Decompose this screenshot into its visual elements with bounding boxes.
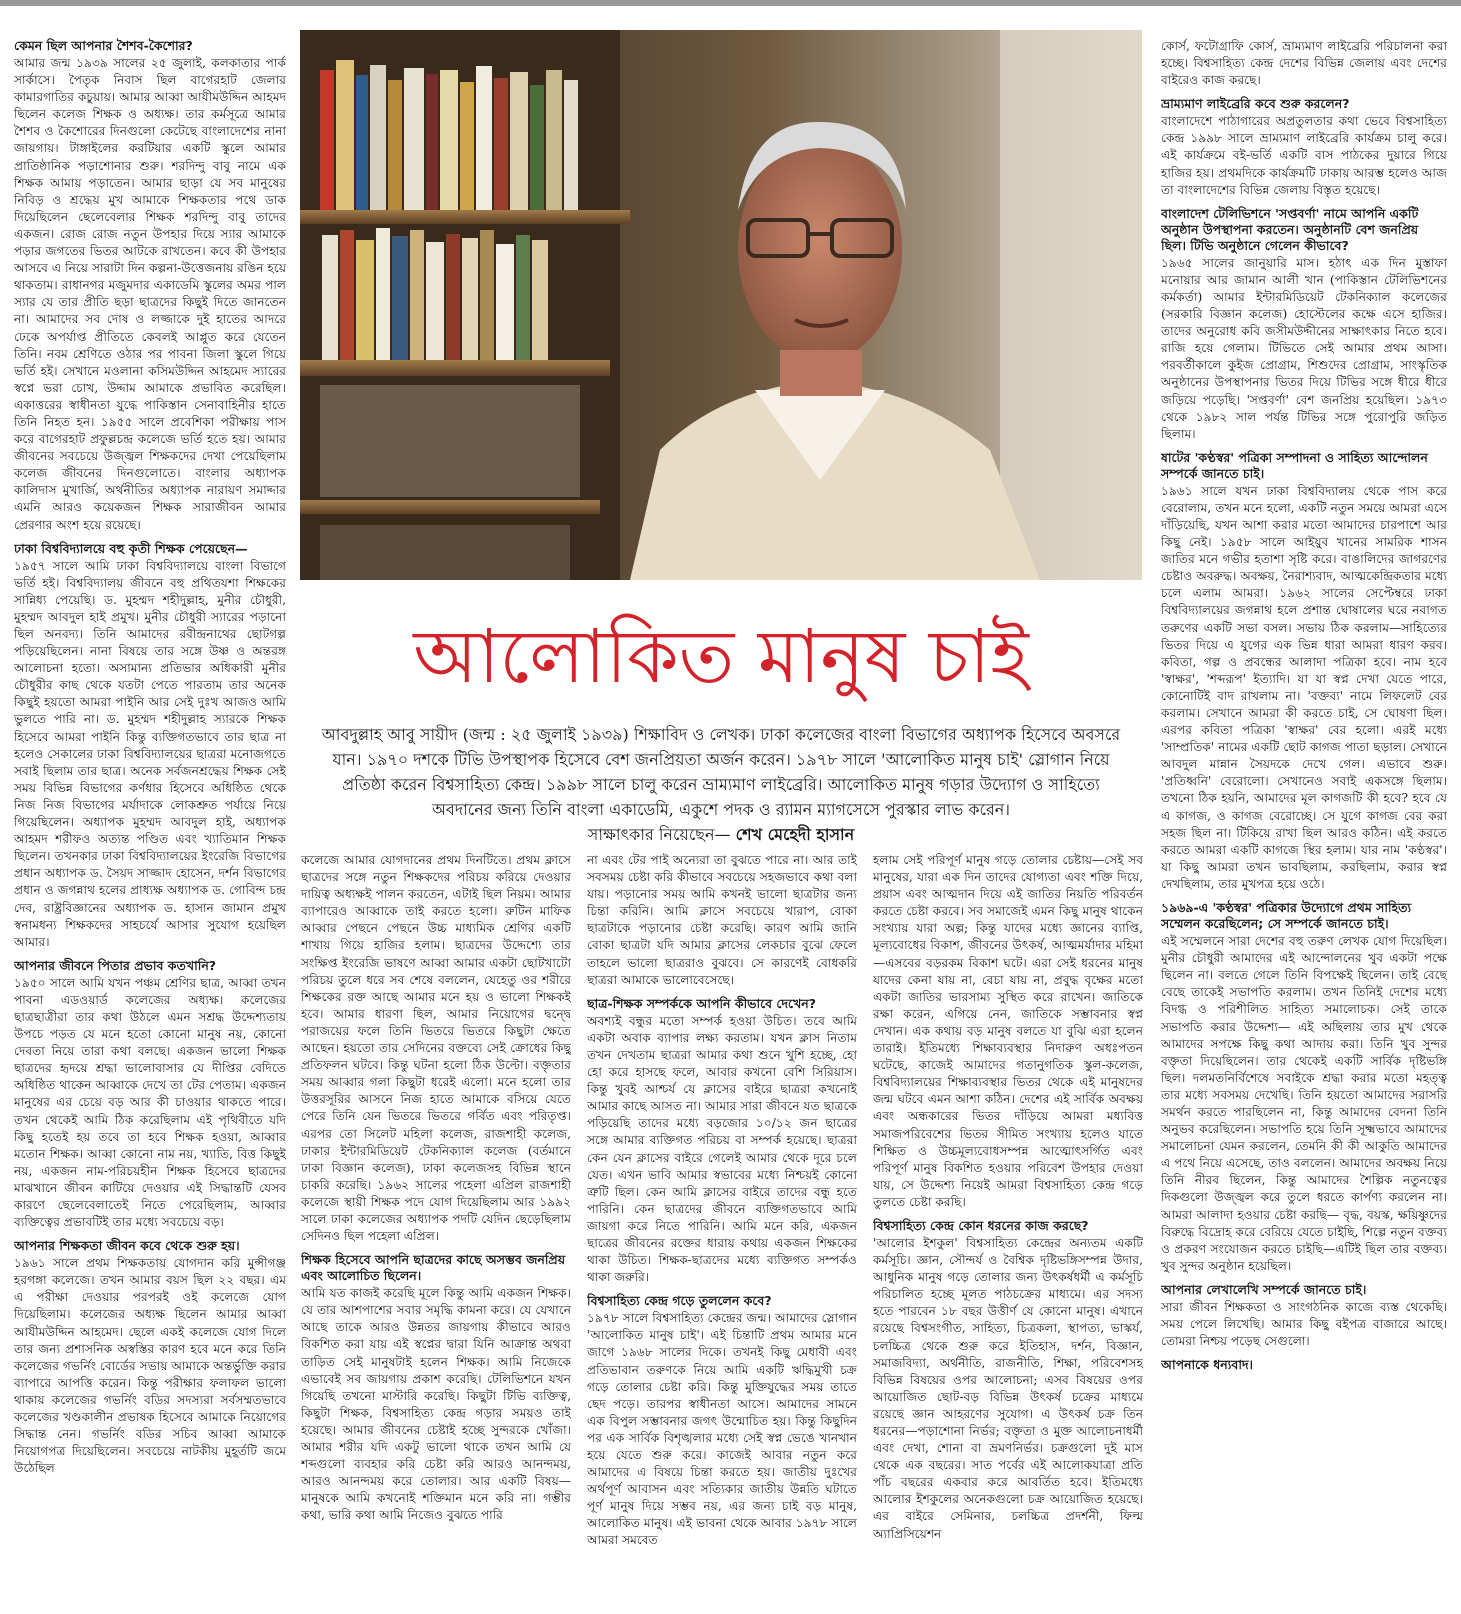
answer-paragraph: সারা জীবন শিক্ষকতা ও সাংগঠনিক কাজে ব্যস্ত থেকেছি। সময় পেলে লিখেছি। আমার কিছু বইপত্র বাজারে আছে। তোমরা নিশ্চয় পড়েছ সেগুলো।	[1161, 1299, 1447, 1349]
answer-paragraph: ১৯৬১ সালে যখন ঢাকা বিশ্ববিদ্যালয় থেকে পাস করে বেরোলাম, তখন মনে হলো, একটি নতুন সময়ে আমরা এসে দাঁড়িয়েছি, যখন আশা করার মতো আমাদের চারপাশে আর কিছু নেই। ১৯৫৮ সালে আইয়ুব খানের সামরিক শাসন জাতির মনে গভীর হতাশা সৃষ্টি করে। বাঙালিদের জাগরণের চেষ্টাও অবরুদ্ধ। অবক্ষয়, নৈরাশ্যবাদ, আত্মকেন্দ্রিকতার মধ্যে চলে এলাম আমরা। ১৯৬২ সালের সেপ্টেম্বরে ঢাকা বিশ্ববিদ্যালয়ের জগন্নাথ হলে প্রশান্ত ঘোষালের ঘরে নবাগত তরুণের একটি সভা বসল। সভায় ঠিক করলাম—সাহিত্যের ভিতর দিয়ে এ যুগের এক ভিন্ন ধারা আমরা ধারণ করব। কবিতা, গল্প ও প্রবন্ধের আলাদা পত্রিকা হবে। নাম হবে 'স্বাক্ষর', 'শব্দরূপ' ইত্যাদি। যা যা স্বপ্ন দেখা যেতে পারে, কোনোটিই বাদ রাখলাম না। 'বক্তব্য' নামে লিফলেট বের করলাম। সেখানে আমরা কী করতে চাই, সে ঘোষণা ছিল। এরপর কবিতা পত্রিকা 'স্বাক্ষর' বের হলো। এরই মধ্যে 'সাম্প্রতিক' নামের একটি ছোট কাগজ পাতা ছড়াল। সেখানে আবদুল মান্নান সৈয়দকে দেখে গেল। এভাবে শুরু। 'প্রতিধ্বনি' বেরোলো। সেখানেও সবাই একসঙ্গে ছিলাম। তখনো ঠিক হয়নি, আমাদের মূল কাগজটি কী হবে? হবে যে এ কাগজ, ও কাগজ বেরোচ্ছে। সে যুগে কাগজ বের করা সহজ ছিল না। টিকিয়ে রাখা ছিল আরও কঠিন। এই করতে করতে আমরা একটি কাগজে স্থির হলাম। যার নাম 'কণ্ঠস্বর'। যা কিছু আমরা তখন ভাবছিলাম, করছিলাম, করার স্বপ্ন দেখছিলাম, তার মুখপত্র হয়ে ওঠে।	[1161, 483, 1447, 891]
question-heading: আপনার লেখালেখি সম্পর্কে জানতে চাই।	[1161, 1281, 1367, 1297]
portrait-photo	[300, 30, 1142, 580]
text-column-5	[1161, 38, 1447, 1610]
text-column-1	[14, 38, 286, 1610]
text-column-3	[587, 852, 857, 1610]
text-column-4	[873, 852, 1143, 1610]
intro-text: আবদুল্লাহ আবু সায়ীদ (জন্ম : ২৫ জুলাই ১৯৩৯) শিক্ষাবিদ ও লেখক। ঢাকা কলেজের বাংলা বিভাগের অধ্যাপক হিসেবে অবসরে যান। ১৯৭০ দশকে টিভি উপস্থাপক হিসেবে বেশ জনপ্রিয়তা অর্জন করেন। ১৯৭৮ সালে 'আলোকিত মানুষ চাই' স্লোগান নিয়ে প্রতিষ্ঠা করেন বিশ্বসাহিত্য কেন্দ্র। ১৯৯৮ সালে চালু করেন ভ্রাম্যমাণ লাইব্রেরি। আলোকিত মানুষ গড়ার উদ্যোগ ও সাহিত্যে অবদানের জন্য তিনি বাংলা একাডেমি, একুশে পদক ও র‍্যামন ম্যাগসেসে পুরস্কার লাভ করেন।	[321, 725, 1121, 819]
question-heading: ঢাকা বিশ্ববিদ্যালয়ে বহু কৃতী শিক্ষক পেয়েছেন—	[14, 540, 248, 556]
question-heading: বিশ্বসাহিত্য কেন্দ্র কোন ধরনের কাজ করছে?	[873, 1217, 1089, 1233]
answer-paragraph: ১৯৭৮ সালে বিশ্বসাহিত্য কেন্দ্রের জন্ম। আমাদের স্লোগান 'আলোকিত মানুষ চাই'। এই চিন্তাটি প্রথম আমার মনে জাগে ১৯৬৮ সালের দিকে। তখনই কিছু মেধাবী এবং প্রতিভাবান তরুণকে নিয়ে আমি একটি ঋদ্ধিমুখী চক্র গড়ে তোলার চেষ্টা করি। কিন্তু মুক্তিযুদ্ধের সময় তাতে ছেদ পড়ে। তারপর স্বাধীনতা আসে। আমাদের সামনে এক বিপুল সম্ভাবনার জগৎ উন্মোচিত হয়। কিন্তু কিছুদিন পর এক সার্বিক বিশৃঙ্খলার মধ্যে সেই স্বপ্ন ভেঙে খানখান হয়ে যেতে শুরু করে। কাজেই আবার নতুন করে আমাদের এ বিষয়ে চিন্তা করতে হয়। জাতীয় দুঃখের অর্থপূর্ণ আবাসন এবং সত্যিকার জাতীয় উন্নতি ঘটাতে পূর্ণ মানুষ দিয়ে সম্ভব নয়, এর জন্য চাই বড় মানুষ, আলোকিত মানুষ। এই ভাবনা থেকে আবার ১৯৭৮ সালে আমরা সমবেত	[587, 1311, 857, 1548]
question-heading: ভ্রাম্যমাণ লাইব্রেরি কবে শুরু করলেন?	[1161, 96, 1350, 112]
headline: আলোকিত মানুষ চাই	[413, 614, 1029, 700]
answer-paragraph: হলাম সেই পরিপূর্ণ মানুষ গড়ে তোলার চেষ্টায়—সেই সব মানুষের, যারা এক দিন তাদের যোগ্যতা এবং শক্তি দিয়ে, প্রয়াস এবং আত্মদান দিয়ে এই জাতির নিয়তি পরিবর্তন করতে চেষ্টা করবে। সব সমাজেই এমন কিছু মানুষ থাকেন সংখ্যায় যারা অল্প; কিন্তু যাদের মধ্যে জ্ঞানের ব্যাপ্তি, মূল্যবোধের বিকাশ, জীবনের উৎকর্ষ, আত্মমর্যাদার মহিমা—এসবের বড়রকম বিকাশ ঘটে। এরা সেই ধরনের মানুষ যাদের কেনা যায় না, বেচা যায় না, প্রবুদ্ধ বৃক্ষের মতো একটা জাতির ভারসাম্য সুস্থিত করে রাখেন। জাতিকে রক্ষা করেন, এগিয়ে নেন, জাতিকে সম্ভাবনার স্বপ্ন দেখান। এক কথায় বড় মানুষ বলতে যা বুঝি এরা হলেন তারাই। ইতিমধ্যে শিক্ষাব্যবস্থার নিদারুণ অধঃপতন ঘটেছে, কাজেই আমাদের গতানুগতিক স্কুল-কলেজ, বিশ্ববিদ্যালয়ের শিক্ষাব্যবস্থার ভিতর থেকে এই মানুষদের জন্ম ঘটবে এমন আশা কঠিন। দেশের এই সার্বিক অবক্ষয় এবং অন্ধকারের ভিতর দাঁড়িয়ে আমরা মধ্যবিত্ত সমাজপরিবেশের ভিতর সীমিত সংখ্যায় হলেও যাতে শিক্ষিত ও উচ্চমূল্যবোধসম্পন্ন আত্মোৎসর্গিত এবং পরিপূর্ণ মানুষ বিকশিত হওয়ার পরিবেশ উপহার দেওয়া যায়, সে উদ্দেশ্য নিয়েই আমরা বিশ্বসাহিত্য কেন্দ্র গড়ে তুলতে চেষ্টা করছি।	[873, 853, 1143, 1209]
question-heading: বিশ্বসাহিত্য কেন্দ্র গড়ে তুললেন কবে?	[587, 1293, 772, 1309]
answer-paragraph: আমার জন্ম ১৯৩৯ সালের ২৫ জুলাই, কলকাতার পার্ক সার্কাসে। পৈতৃক নিবাস ছিল বাগেরহাট জেলার কামারগাতির কচুয়ায়। আমার আব্বা আযীমউদ্দিন আহমদ ছিলেন কলেজ শিক্ষক ও অধ্যক্ষ। তার কর্মসূত্রে আমার শৈশব ও কৈশোরের দিনগুলো কেটেছে বাংলাদেশের নানা জায়গায়। টাঙ্গাইলের করটিয়ার একটি স্কুলে আমার প্রাতিষ্ঠানিক পড়াশোনার শুরু। শরদিন্দু বাবু নামে এক শিক্ষক আমায় পড়াতেন। আমার ছাড়া যে সব মানুষের নিবিড় ও শ্রদ্ধেয় মুখ আমাকে শিক্ষকতার পথে ডাক দিয়েছিলেন ছেলেবেলার শিক্ষক শরদিন্দু বাবু তাদের একজন। রোজ রোজ নতুন উপহার দিয়ে স্যার আমাকে পড়ার জগতের ভিতর আটকে রাখতেন। কবে কী উপহার আসবে এ নিয়ে সারাটা দিন কল্পনা-উত্তেজনায় রঙিন হয়ে থাকতাম। রাধানগর মজুমদার একাডেমি স্কুলের অমর পাল স্যার যে তার প্রীতি ছড়া ছাত্রদের কিছুই দিতে জানতেন না। আমাদের সব দোষ ও লজ্জাকে দুই হাতের আদরে ঢেকে অপর্যাপ্ত প্রীতিতে কেবলই আপ্লুত করে যেতেন তিনি। নবম শ্রেণিতে ওঠার পর পাবনা জিলা স্কুলে গিয়ে ভর্তি হই। সেখানে মওলানা কসিমউদ্দিন আহমেদ স্যারের স্বপ্নে ভরা চোখ, উদ্দাম আমাকে প্রভাবিত করেছিল। একাত্তরের স্বাধীনতা যুদ্ধে পাকিস্তান সেনাবাহিনীর হাতে তিনি নিহত হন। ১৯৫৫ সালে প্রবেশিকা পরীক্ষায় পাস করে বাগেরহাট প্রফুল্লচন্দ্র কলেজে ভর্তি হতে হয়। আমার জীবনের সবচেয়ে উজ্জ্বল শিক্ষকদের দেখা পেয়েছিলাম কলেজ জীবনের দিনগুলোতে। বাংলার অধ্যাপক কালিদাস মুখার্জি, অর্থনীতির অধ্যাপক নারায়ণ সমাদ্দার এমনি আরও কয়েকজন শিক্ষক সারাজীবন আমার প্রেরণার অংশ হয়ে রয়েছে।	[14, 56, 286, 532]
byline-name: শেখ মেহেদী হাসান	[735, 825, 855, 844]
question-heading: আপনাকে ধন্যবাদ।	[1161, 1357, 1253, 1373]
answer-paragraph: ১৯৬১ সালে প্রথম শিক্ষকতায় যোগদান করি মুন্সীগঞ্জ হরগঙ্গা কলেজে। তখন আমার বয়স ছিল ২২ বছর। এম এ পরীক্ষা দেওয়ার পরপরই ওই কলেজে যোগ দিয়েছিলাম। কলেজের অধ্যক্ষ ছিলেন আমার আব্বা আযীমউদ্দিন আহমেদ। ছেলে একই কলেজে যোগ দিলে তার জন্য প্রশাসনিক অস্বস্তির কারণ হবে মনে করে তিনি কলেজের গভর্নিং বোর্ডের সভায় আমাকে অন্তর্ভুক্তি করার ব্যাপারে আপত্তি করেন। কিন্তু পরীক্ষার ফলাফল ভালো থাকায় কলেজের গভর্নিং বডির সদস্যরা সর্বসম্মতভাবে কলেজের খণ্ডকালীন প্রভাষক হিসেবে আমাকে নিয়োগের সিদ্ধান্ত নেন। গভর্নিং বডির সচিব আব্বা আমাকে নিয়োগপত্র দিয়েছিলেন। সবচেয়ে নাটকীয় মুহূর্তটি জমে উঠেছিল	[14, 1256, 286, 1476]
answer-paragraph: 'আলোর ইশকুল' বিশ্বসাহিত্য কেন্দ্রের অন্যতম একটি কর্মসূচি। জ্ঞান, সৌন্দর্য ও বৈশ্বিক দৃষ্টিভঙ্গিসম্পন্ন উদার, আধুনিক মানুষ গড়ে তোলার জন্য উৎকর্ষধর্মী এ কর্মসূচি পরিচালিত হচ্ছে মূলত পাঠচক্রের মাধ্যমে। এর সদস্য হতে পারবেন ১৮ বছর উত্তীর্ণ যে কোনো মানুষ। এখানে রয়েছে বিশ্বসংগীত, সাহিত্য, চিত্রকলা, স্থাপত্য, ভাস্কর্য, চলচ্চিত্র থেকে শুরু করে ইতিহাস, দর্শন, বিজ্ঞান, সমাজবিদ্যা, অর্থনীতি, রাজনীতি, শিক্ষা, পরিবেশসহ বিভিন্ন বিষয়ের ওপর আলোচনা; এসব বিষয়ের ওপর আয়োজিত ছোট-বড় বিভিন্ন উৎকর্ষ চক্রের মাধ্যমে রয়েছে জ্ঞান আহরণের সুযোগ। এ উৎকর্ষ চক্র তিন ধরনের—পড়াশোনা নির্ভর; বক্তৃতা ও মুক্ত আলোচনাধর্মী এবং দেখা, শোনা বা ভ্রমণনির্ভর। চক্রগুলো দুই মাস থেকে এক বছরের। সাত পর্বের এই আলোকযাত্রা প্রতি পাঁচ বছরের একবার করে আবর্তিত হবে। ইতিমধ্যে আলোর ইশকুলের অনেকগুলো চক্র আয়োজিত হয়েছে। এর বাইরে সেমিনার, চলচ্চিত্র প্রদর্শনী, ফিল্ম অ্যাপ্রিসিয়েশন	[873, 1235, 1143, 1541]
intro-block	[318, 722, 1124, 847]
answer-paragraph: কোর্স, ফটোগ্রাফি কোর্স, ভ্রাম্যমাণ লাইব্রেরি পরিচালনা করা হচ্ছে। বিশ্বসাহিত্য কেন্দ্র দেশের বিভিন্ন জেলায় এবং দেশের বাইরেও কাজ করছে।	[1161, 39, 1447, 88]
question-heading: আপনার শিক্ষকতা জীবন কবে থেকে শুরু হয়।	[14, 1238, 240, 1254]
question-heading: ছাত্র-শিক্ষক সম্পর্ককে আপনি কীভাবে দেখেন?	[587, 995, 817, 1011]
answer-paragraph: না এবং টের পাই অন্যেরা তা বুঝতে পারে না। আর তাই সবসময় চেষ্টা করি কীভাবে সবচেয়ে সহজভাবে কথা বলা যায়। পড়ানোর সময় আমি কখনই ভালো ছাত্রটার জন্য চিন্তা করিনি। আমি ক্লাসে সবচেয়ে খারাপ, বোকা ছাত্রটাকে পড়ানোর চেষ্টা করেছি। কারণ আমি জানি বোকা ছাত্রটা যদি আমার ক্লাসের লেকচার বুঝে ফেলে তাহলে ভালো ছাত্ররাও বুঝবে। সে কারণেই বোধকরি ছাত্ররা আমাকে ভালোবেসেছে।	[587, 853, 857, 987]
question-heading: কেমন ছিল আপনার শৈশব-কৈশোর?	[14, 38, 193, 53]
answer-paragraph: কলেজে আমার যোগদানের প্রথম দিনটিতে। প্রথম ক্লাসে ছাত্রদের সঙ্গে নতুন শিক্ষকদের পরিচয় করিয়ে দেওয়ার দায়িত্ব অধ্যক্ষই পালন করতেন, এটাই ছিল নিয়ম। আমার ব্যাপারেও আব্বাকে তাই করতে হলো। রুটিন মাফিক আব্বার পেছনে পেছনে উচ্চ মাধ্যমিক শ্রেণির একটি শাখায় গিয়ে হাজির হলাম। ছাত্রদের উদ্দেশ্যে তার সংক্ষিপ্ত ইংরেজি ভাষণে আব্বা আমার একটা ছোটখাটো পরিচয় তুলে ধরে সব শেষে বললেন, যেহেতু ওর শরীরে শিক্ষকের রক্ত আছে আমার মনে হয় ও ভালো শিক্ষকই হবে। আমার ধারণা ছিল, আমার নিয়োগের দ্বন্দ্বে পরাজয়ের ফলে তিনি ভিতরে ভিতরে কিছুটা ক্ষেতে আছেন। হয়তো তার সেদিনের বক্তব্যে সেই ক্রোধের কিছু প্রতিফলন ঘটবে। কিন্তু ঘটনা হলো ঠিক উল্টো। বক্তৃতার সময় আব্বার গলা কিছুটা ধরেই এলো। মনে হলো তার উত্তরসূরির আসনে নিজ হাতে আমাকে বসিয়ে যেতে পেরে তিনি যেন ভিতরে ভিতরে গর্বিত এবং পরিতৃপ্ত। এরপর তো সিলেট মহিলা কলেজ, রাজশাহী কলেজ, ঢাকার ইন্টারমিডিয়েট টেকনিক্যাল কলেজ (বর্তমানে ঢাকা বিজ্ঞান কলেজ), ঢাকা কলেজসহ বিভিন্ন স্থানে চাকরি করেছি। ১৯৬২ সালের পহেলা এপ্রিল রাজশাহী কলেজে স্থায়ী শিক্ষক পদে যোগ দিয়েছিলাম আর ১৯৯২ সালে ঢাকা কলেজের অধ্যাপক পদটি যেদিন ছেড়েছিলাম সেদিনও ছিল পহেলা এপ্রিল।	[301, 853, 571, 1244]
top-rule	[0, 0, 1461, 6]
text-column-2	[301, 852, 571, 1610]
question-heading: ১৯৬৯-এ 'কণ্ঠস্বর' পত্রিকার উদ্যোগে প্রথম সাহিত্য সম্মেলন করেছিলেন; সে সম্পর্কে জানতে চাই।	[1161, 900, 1412, 932]
question-heading: আপনার জীবনে পিতার প্রভাব কতখানি?	[14, 957, 217, 973]
answer-paragraph: অবশ্যই বন্ধুর মতো সম্পর্ক হওয়া উচিত। তবে আমি একটা অবাক ব্যাপার লক্ষ্য করতাম। যখন ক্লাস নিতাম তখন দেখতাম ছাত্ররা আমার কথা শুনে খুশি হচ্ছে, হো হো করে হাসছে ফলে, আবার কখনো বেশি সিরিয়াস। কিন্তু খুবই আশ্চর্য যে ক্লাসের বাইরে ছাত্ররা কখনোই আমার কাছে আসত না। আমার সারা জীবনে যত ছাত্রকে পড়িয়েছি তাদের মধ্যে বড়জোর ১০/১২ জন ছাত্রের সঙ্গে আমার ব্যক্তিগত পরিচয় বা সম্পর্ক হয়েছে। ছাত্ররা কেন যেন ক্লাসের বাইরে গেলেই আমার থেকে দূরে চলে যেত। এখন ভাবি আমার স্বভাবের মধ্যে নিশ্চয়ই কোনো ত্রুটি ছিল। কেন আমি ক্লাসের বাইরে তাদের বন্ধু হতে পারিনি। কেন ছাত্রদের জীবনে ব্যক্তিগতভাবে আমি জায়গা করে নিতে পারিনি। আমি মনে করি, একজন ছাত্রের জীবনের রক্তের ধারায় কথায় একজন শিক্ষকের থাকা উচিত। শিক্ষক-ছাত্রদের মধ্যে ব্যক্তিগত সম্পর্কও থাকা জরুরি।	[587, 1013, 857, 1285]
question-heading: ষাটের 'কণ্ঠস্বর' পত্রিকা সম্পাদনা ও সাহিত্য আন্দোলন সম্পর্কে জানতে চাই।	[1161, 449, 1428, 481]
answer-paragraph: ১৯৬৫ সালের জানুয়ারি মাস। হঠাৎ এক দিন মুস্তাফা মনোয়ার আর জামান আলী খান (পাকিস্তান টেলিভিশনের কর্মকর্তা) আমার ইন্টারমিডিয়েট টেকনিক্যাল কলেজের (সরকারি বিজ্ঞান কলেজ) হোস্টেলের কক্ষে এসে হাজির। তাদের অনুরোধ কবি জসীমউদ্দীনের সাক্ষাৎকার নিতে হবে। রাজি হয়ে গেলাম। টিভিতে সেই আমার প্রথম আসা। পরবর্তীকালে কুইজ প্রোগ্রাম, শিশুদের প্রোগ্রাম, সাংস্কৃতিক অনুষ্ঠানের উপস্থাপনার ভিতর দিয়ে টিভির সঙ্গে ধীরে ধীরে জড়িয়ে পড়েছি। 'সপ্তবর্ণা' বেশ জনপ্রিয় হয়েছিল। ১৯৭৩ থেকে ১৯৮২ সাল পর্যন্ত টিভির সঙ্গে পুরোপুরি জড়িত ছিলাম।	[1161, 255, 1447, 441]
byline-prefix: সাক্ষাৎকার নিয়েছেন—	[587, 825, 731, 844]
answer-paragraph: ১৯৫০ সালে আমি যখন পঞ্চম শ্রেণির ছাত্র, আব্বা তখন পাবনা এডওয়ার্ড কলেজের অধ্যক্ষ। কলেজের ছাত্রছাত্রীরা তার কথা উঠলে এমন সশ্রদ্ধ উদ্দেশ্যতায় উপচে পড়ত যে মনে হতো কোনো মানুষ নয়, কোনো দেবতা নিয়ে তারা কথা বলছে। একজন ভালো শিক্ষক ছাত্রদের হৃদয়ে শ্রদ্ধা ভালোবাসার যে দীপ্তির বেদিতে অধিষ্ঠিত থাকেন আব্বাকে দেখে তা টের পেতাম। একজন মানুষের এর চেয়ে বড় আর কী চাওয়ার থাকতে পারে। তখন থেকেই আমি ঠিক করেছিলাম এই পৃথিবীতে যদি কিছু হতেই হয় তবে তা হবে শিক্ষক হওয়া, আব্বার মতোন শিক্ষক। আব্বা কোনো নাম নয়, খ্যাতি, বিত্ত কিছুই নয়, একজন নাম-পরিচয়হীন শিক্ষক হিসেবে ছাত্রদের মাঝখানে জীবন কাটিয়ে দেওয়ার এই সিদ্ধান্তটি যেসব কারণে ছেলেবেলাতেই নিতে পেরেছিলাম, আব্বার ব্যক্তিত্বের প্রভাবটিই তার মধ্যে সবচেয়ে বড়।	[14, 975, 286, 1230]
question-heading: বাংলাদেশ টেলিভিশনে 'সপ্তবর্ণা' নামে আপনি একটি অনুষ্ঠান উপস্থাপনা করতেন। অনুষ্ঠানটি বেশ জনপ্রিয় ছিল। টিভি অনুষ্ঠানে গেলেন কীভাবে?	[1161, 205, 1419, 253]
byline	[318, 822, 1124, 847]
question-heading: শিক্ষক হিসেবে আপনি ছাত্রদের কাছে অসম্ভব জনপ্রিয় এবং আলোচিত ছিলেন।	[301, 1252, 566, 1284]
answer-paragraph: বাংলাদেশে পাঠাগারের অপ্রতুলতার কথা ভেবে বিশ্বসাহিত্য কেন্দ্র ১৯৯৮ সালে ভ্রাম্যমাণ লাইব্রেরি কার্যক্রম চালু করে। এই কার্যক্রমে বই-ভর্তি একটি বাস পাঠকের দুয়ারে গিয়ে হাজির হয়। প্রথমদিকে কার্যক্রমটি ঢাকায় আরম্ভ হলেও আজ তা বাংলাদেশের বিভিন্ন জেলায় বিস্তৃত হয়েছে।	[1161, 114, 1447, 197]
answer-paragraph: এই সম্মেলনে সারা দেশের বহু তরুণ লেখক যোগ দিয়েছিল। মুনীর চৌধুরী আমাদের এই আন্দোলনের খুব একটা পক্ষে ছিলেন না। বলতে গেলে তিনি বিপক্ষেই ছিলেন। তাই বেছে বেছে তাকেই সভাপতি করলাম। তখন তিনিই দেশের মধ্যে বিদগ্ধ ও পরিশীলিত সাহিত্য সমালোচক। সেই তাকে সভাপতি করার উদ্দেশ্য— এই অছিলায় তার মুখ থেকে আমাদের সপক্ষে কিছু কথা আদায় করা। তিনি খুব সুন্দর বক্তৃতা দিয়েছিলেন। তার থেকেই একটি সার্বিক দৃষ্টিভঙ্গি ছিল। দলমতনির্বিশেষে সবাইকে শ্রদ্ধা করার মতো মহত্ত্ব তার মধ্যে সবসময় দেখেছি। তিনি হয়তো আমাদের সরাসরি সমর্থন করতে পারছিলেন না, কিন্তু আমাদের বেদনা তিনি অনুভব করেছিলেন। সভাপতি হয়ে তিনি সূক্ষ্মভাবে আমাদের সমালোচনা যেমন করলেন, তেমনি কী কী আকুতি আমাদের এ পথে নিয়ে এসেছে, তাও বললেন। আমাদের অবক্ষয় নিয়ে তিনি নীরব ছিলেন, কিন্তু আমাদের শৈল্পিক নতুনত্বের দিকগুলো উজ্জ্বল করে তুলে ধরতে কার্পণ্য করলেন না। আমরা আলাদা হওয়ার চেষ্টা করছি— বৃদ্ধ, বয়স্ক, ক্ষয়িষ্ণুদের বিরুদ্ধে বিদ্রোহ করে বেরিয়ে যেতে চাইছি, শিল্পে নতুন বক্তব্য ও প্রকরণ সংযোজন করতে চাইছি—এটিই ছিল তার বক্তব্য। খুব সুন্দর অনুষ্ঠান হয়েছিল।	[1161, 934, 1447, 1273]
answer-paragraph: আমি যত কাজই করেছি মূলে কিন্তু আমি একজন শিক্ষক। যে তার আশপাশের সবার সমৃদ্ধি কামনা করে। যে যেখানে আছে তাকে আরও উন্নতর জায়গায় কীভাবে আরও বিকশিত করা যায় এই স্বপ্নের দ্বারা যিনি আক্রান্ত অথবা তাড়িত সেই মানুষটাই হলেন শিক্ষক। আমি নিজেকে এভাবেই সব জায়গায় প্রকাশ করেছি। টেলিভিশনে যখন গিয়েছি তখনো মাস্টারি করেছি। কিছুটা টিভি ব্যক্তিত্ব, কিছুটা শিক্ষক, বিশ্বসাহিত্য কেন্দ্র গড়ার সময়ও তাই হয়েছে। আমার জীবনের চেষ্টাই হচ্ছে সুন্দরকে খোঁজা। আমার শরীর যদি একটু ভালো থাকে তখন আমি যে শব্দগুলো ব্যবহার করি চেষ্টা করি আরও আনন্দময়, আরও আনন্দময় করে তোলার। আর একটি বিষয়—মানুষকে আমি কখনোই শক্তিমান মনে করি না। গম্ভীর কথা, ভারি কথা আমি নিজেও বুঝতে পারি	[301, 1286, 571, 1523]
answer-paragraph: ১৯৫৭ সালে আমি ঢাকা বিশ্ববিদ্যালয়ে বাংলা বিভাগে ভর্তি হই। বিশ্ববিদ্যালয় জীবনে বহু প্রথিতযশা শিক্ষকের সান্নিধ্য পেয়েছি। ড. মুহম্মদ শহীদুল্লাহ, মুনীর চৌধুরী, মুহম্মদ আবদুল হাই প্রমুখ। মুনীর চৌধুরী স্যারের পড়ানো ছিল অনবদ্য। তিনি আমাদের রবীন্দ্রনাথের ছোটগল্প পড়িয়েছিলেন। নানা বিষয়ে তার সঙ্গে উষ্ণ ও অন্তরঙ্গ আলোচনা হতো। অসামান্য প্রতিভার অধিকারী মুনীর চৌধুরীর কাছ থেকে যতটা পেতে পারতাম তার অনেক কিছুই হয়তো আমরা পাইনি আর সেই দুঃখ আজও আমি ভুলতে পারি না। ড. মুহম্মদ শহীদুল্লাহ স্যারকে শিক্ষক হিসেবে আমরা পাইনি কিন্তু ব্যক্তিগতভাবে তার ছাত্র না হলেও সেকালের ঢাকা বিশ্ববিদ্যালয়ের ছাত্ররা মনোজগতে সবাই ছিলাম তার ছাত্র। অনেক সর্বজনশ্রদ্ধেয় শিক্ষক সেই সময় বিভিন্ন বিভাগের কর্ণধার হিসেবে অধিষ্ঠিত থেকে নিজ নিজ বিভাগের মর্যাদাকে লোকশ্রুত পর্যায়ে নিয়ে গিয়েছিলেন। অধ্যাপক মুহম্মদ আবদুল হাই, অধ্যাপক আহমদ শরীফও অত্যন্ত পণ্ডিত এবং খ্যাতিমান শিক্ষক ছিলেন। তখনকার ঢাকা বিশ্ববিদ্যালয়ের ইংরেজি বিভাগের প্রধান অধ্যাপক ড. সৈয়দ সাজ্জাদ হোসেন, দর্শন বিভাগের প্রধান ও জগন্নাথ হলের প্রাধ্যক্ষ অধ্যাপক ড. গোবিন্দ চন্দ্র দেব, রাষ্ট্রবিজ্ঞানের অধ্যাপক ড. হাসান জামান প্রমুখ স্বনামধন্য শিক্ষকদের সাহচর্যে আসার সুযোগ হয়েছিল আমার।	[14, 558, 286, 949]
